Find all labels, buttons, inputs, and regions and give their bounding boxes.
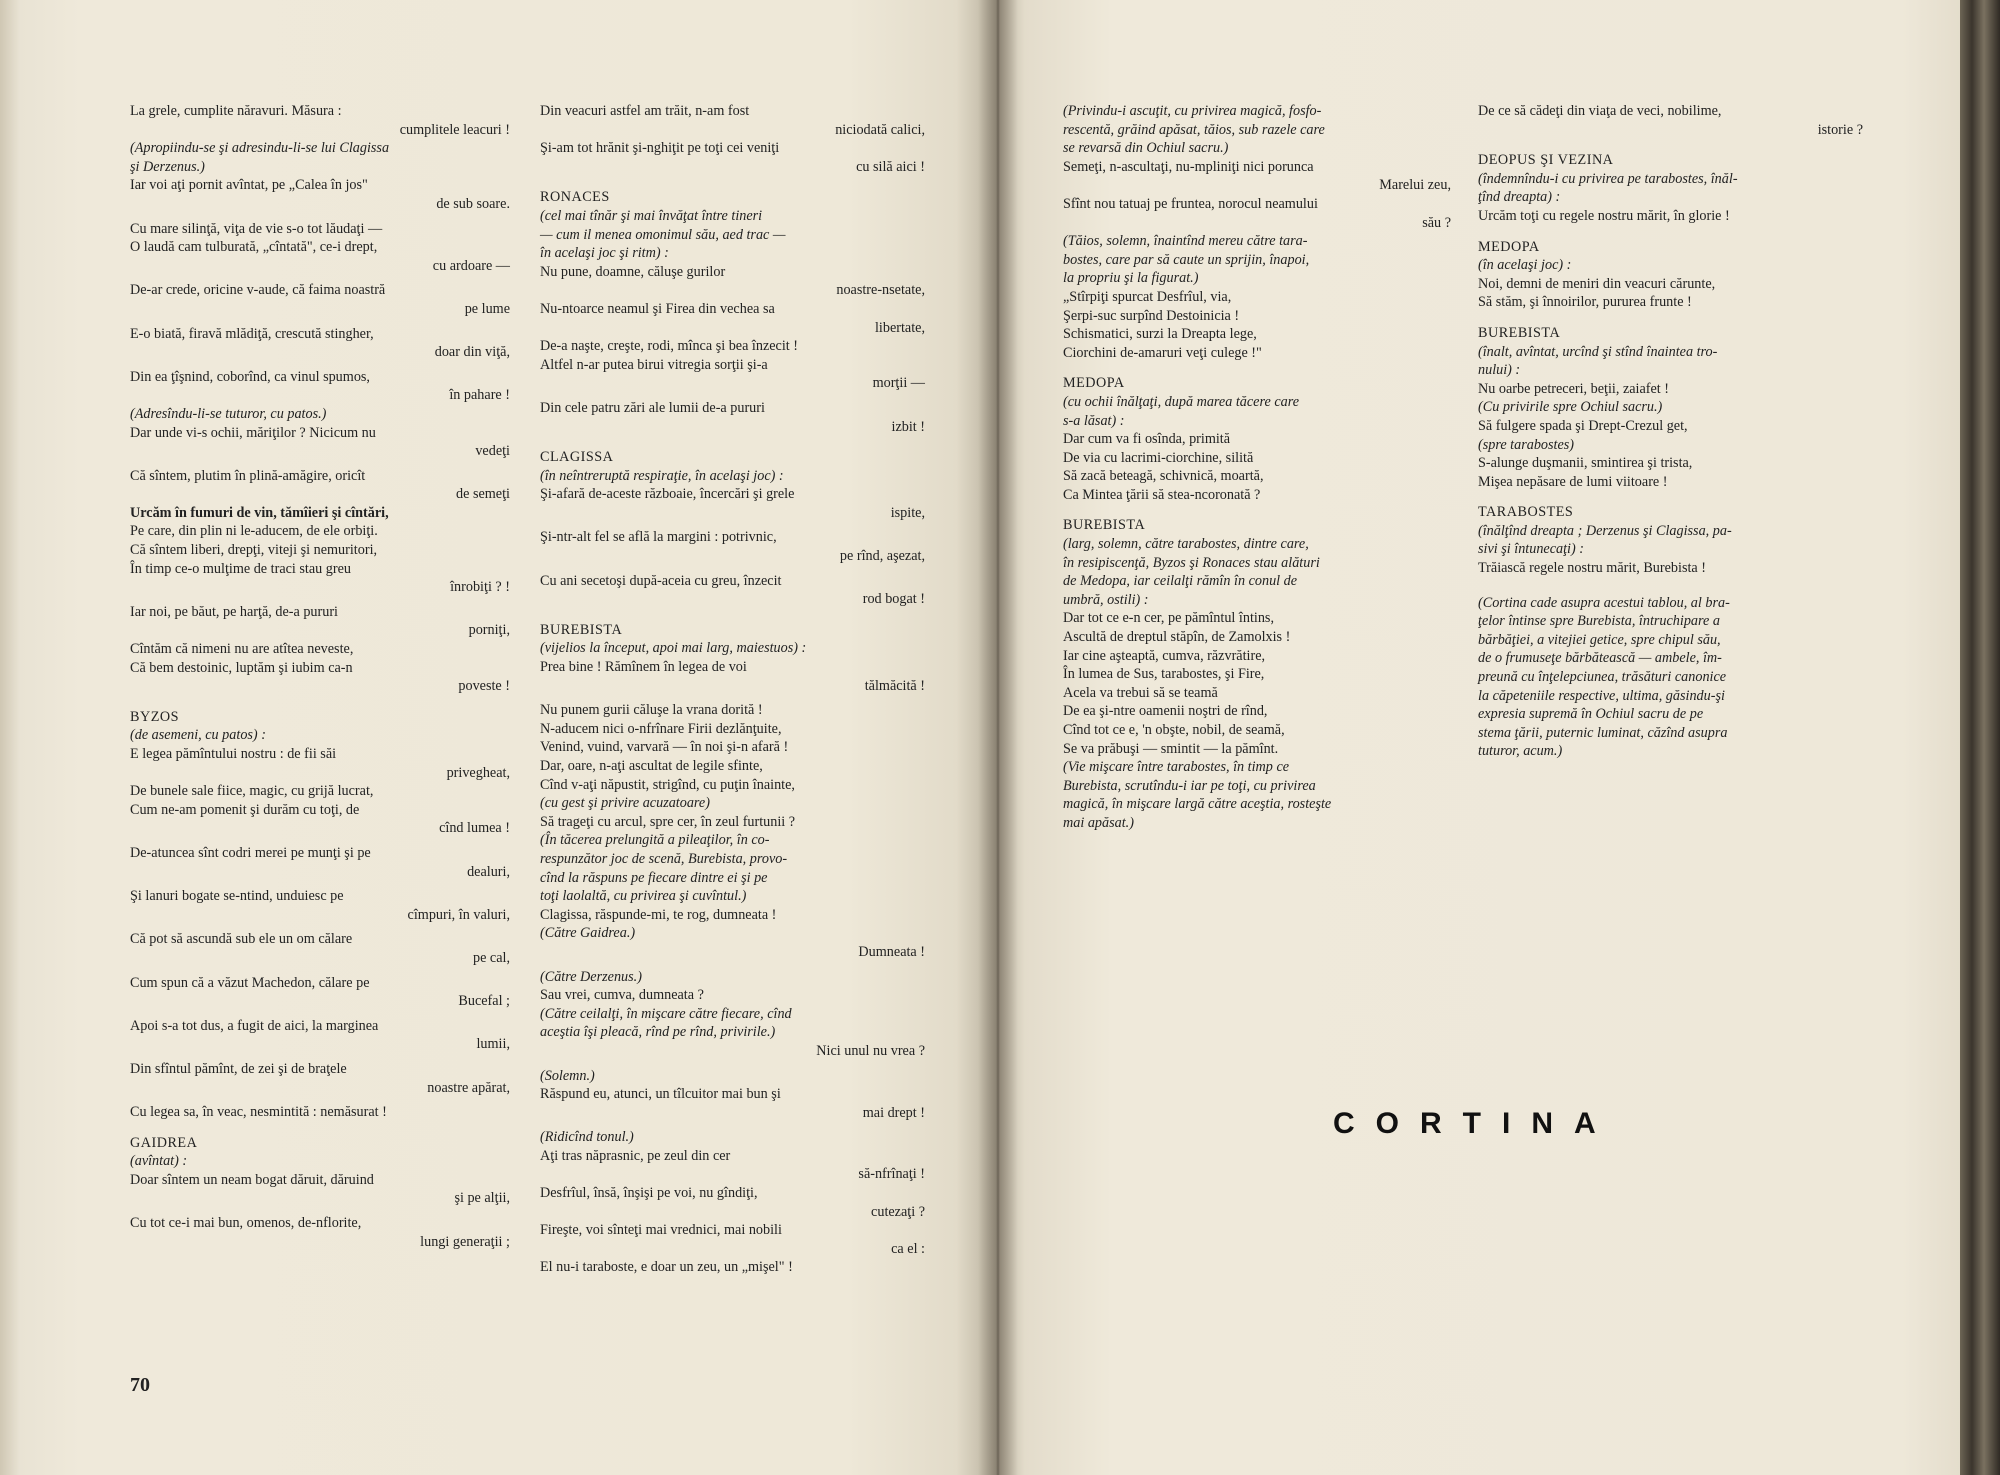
verse-line: Să trageţi cu arcul, spre cer, în zeul furtunii ? — [540, 813, 796, 830]
verse-line: Cu tot ce-i mai bun, omenos, de-nflorite, — [130, 1215, 362, 1232]
verse-line: Nu pune, doamne, căluşe gurilor — [540, 263, 726, 280]
stage-direction-line: (Tăios, solemn, înaintînd mereu către tara- — [1063, 233, 1308, 250]
stage-direction-line: mai apăsat.) — [1063, 814, 1134, 831]
stage-direction-line: (Către Derzenus.) — [540, 968, 642, 985]
stage-direction-line: (în neîntreruptă respiraţie, în acelaşi joc) : — [540, 467, 784, 484]
verse-line: De via cu lacrimi-ciorchine, silită — [1063, 449, 1254, 466]
verse-line: Marelui zeu, — [1379, 177, 1451, 194]
verse-line: Să stăm, şi înnoirilor, pururea frunte ! — [1478, 294, 1692, 311]
stage-direction-line: (de asemeni, cu patos) : — [130, 727, 266, 744]
verse-line: Schismatici, surzi la Dreapta lege, — [1063, 326, 1257, 343]
verse-line: Dar, oare, n-aţi ascultat de legile sfinte, — [540, 758, 763, 774]
verse-line: Pe care, din plin ni le-aducem, de ele orbiţi. — [130, 523, 378, 540]
stage-direction-line: (cel mai tînăr şi mai învăţat între tineri — [540, 207, 763, 224]
stage-direction-line: (Către Gaidrea.) — [540, 925, 636, 942]
verse-line: E-o biată, firavă mlădiţă, crescută stingher, — [130, 325, 374, 342]
verse-line: Că pot să ascundă sub ele un om călare — [130, 931, 353, 948]
stage-direction-line: se revarsă din Ochiul sacru.) — [1063, 140, 1229, 157]
stage-direction-line: tuturor, acum.) — [1478, 743, 1563, 760]
verse-line: niciodată calici, — [835, 121, 925, 138]
stage-direction-line: (în acelaşi joc) : — [1478, 257, 1572, 274]
verse-line: Clagissa, răspunde-mi, te rog, dumneata ! — [540, 906, 777, 923]
stage-direction-line: ţînd dreapta) : — [1478, 189, 1561, 206]
stage-direction-line: (spre tarabostes) — [1478, 436, 1575, 453]
stage-direction-line: în resipiscenţă, Byzos şi Ronaces stau alături — [1063, 554, 1320, 571]
verse-line: Ascultă de dreptul stăpîn, de Zamolxis ! — [1063, 629, 1291, 646]
speaker-name: RONACES — [540, 189, 610, 206]
verse-line: Cînd v-aţi năpustit, strigînd, cu puţin înainte, — [540, 776, 795, 793]
verse-line: pe rînd, aşezat, — [839, 548, 925, 565]
page-number: 70 — [130, 1374, 150, 1396]
verse-line: Semeţi, n-ascultaţi, nu-mpliniţi nici porunca — [1063, 158, 1314, 175]
verse-line: noastre-nsetate, — [836, 282, 925, 299]
verse-line: De ea şi-ntre oamenii noştri de rînd, — [1063, 703, 1268, 720]
cortina-heading: CORTINA — [1333, 1107, 1617, 1140]
verse-line: Cu legea sa, în veac, nesmintită : nemăsurat ! — [130, 1104, 387, 1121]
verse-line: porniţi, — [468, 622, 510, 639]
verse-line: Şerpi-suc surpînd Destoinicia ! — [1063, 307, 1240, 324]
speaker-name: BUREBISTA — [1478, 324, 1561, 341]
verse-line: Fireşte, voi sînteţi mai vrednici, mai nobili — [540, 1222, 782, 1239]
stage-direction-line: în acelaşi joc şi ritm) : — [540, 245, 669, 262]
left-column-1 — [130, 102, 510, 1251]
verse-line: Dar unde vi-s ochii, măriţilor ? Nicicum nu — [130, 424, 376, 441]
verse-line: ca el : — [891, 1240, 925, 1257]
verse-line: mai drept ! — [862, 1104, 925, 1121]
verse-line: lungi generaţii ; — [420, 1233, 510, 1250]
verse-line: De ce să cădeţi din viaţa de veci, nobilime, — [1478, 103, 1722, 119]
verse-line: doar din viţă, — [434, 344, 510, 361]
stage-direction-line: cînd la răspuns pe fiecare dintre ei şi pe — [540, 869, 768, 886]
verse-line: N-aducem nici o-nfrînare Firii dezlănţuite, — [540, 720, 782, 737]
stage-direction-line: şi Derzenus.) — [130, 158, 205, 175]
verse-line: O laudă cam tulburată, „cîntată", ce-i drept, — [130, 239, 378, 256]
verse-line: pe lume — [464, 300, 510, 317]
verse-line: Acela va trebui să se teamă — [1063, 684, 1218, 701]
verse-line: Nu punem gurii căluşe la vrana dorită ! — [540, 702, 763, 719]
verse-line: cînd lumea ! — [439, 820, 510, 837]
speaker-name: MEDOPA — [1063, 375, 1125, 392]
verse-line: Trăiască regele nostru mărit, Burebista ! — [1478, 560, 1706, 577]
verse-line: cutezaţi ? — [871, 1203, 925, 1220]
verse-line: Se va prăbuşi — smintit — la pămînt. — [1063, 740, 1279, 757]
verse-line: Sau vrei, cumva, dumneata ? — [540, 987, 704, 1004]
verse-line: Nici unul nu vrea ? — [816, 1042, 925, 1059]
verse-line: De-atuncea sînt codri merei pe munţi şi pe — [130, 844, 371, 861]
stage-direction-line: bărbăţiei, a vitejiei getice, spre chipul său, — [1478, 631, 1721, 648]
verse-line: E legea pămîntului nostru : de fii săi — [130, 746, 337, 762]
verse-line: El nu-i taraboste, e doar un zeu, un „mişel" ! — [540, 1259, 793, 1276]
verse-line: Mişea nepăsare de lumi viitoare ! — [1478, 473, 1668, 490]
verse-line: Aţi tras năprasnic, pe zeul din cer — [540, 1147, 731, 1164]
verse-line: Să zacă beteagă, schivnică, moartă, — [1063, 468, 1264, 485]
stage-direction-line: de o frumuseţe bărbătească — ambele, îm- — [1478, 650, 1722, 667]
verse-line: cu ardoare — — [432, 257, 510, 274]
verse-line: Dar tot ce e-n cer, pe pămîntul întins, — [1063, 610, 1274, 627]
verse-line: Că sîntem liberi, drepţi, viteji şi nemuritori, — [130, 542, 378, 559]
stage-direction-line: (Ridicînd tonul.) — [540, 1129, 634, 1146]
verse-line: Şi-ntr-alt fel se află la margini : potrivnic, — [540, 529, 777, 546]
stage-direction-line: (cu gest şi privire acuzatoare) — [540, 795, 710, 812]
verse-line: Din sfîntul pămînt, de zei şi de braţele — [130, 1060, 347, 1077]
verse-line: La grele, cumplite năravuri. Măsura : — [130, 103, 342, 119]
verse-line: Şi-afară de-aceste războaie, încercări şi grele — [540, 486, 795, 503]
verse-line: libertate, — [874, 319, 925, 336]
verse-line: izbit ! — [891, 418, 925, 435]
stage-direction-line: de Medopa, iar ceilalţi rămîn în conul de — [1063, 573, 1298, 590]
verse-line: de sub soare. — [436, 195, 510, 212]
stage-direction-line: aceştia îşi pleacă, rînd pe rînd, privirile.) — [540, 1024, 776, 1041]
stage-direction-line: (vijelios la început, apoi mai larg, maiestuos) : — [540, 640, 807, 657]
verse-line: Venind, vuind, varvară — în noi şi-n afară ! — [540, 739, 789, 756]
verse-line: Doar sîntem un neam bogat dăruit, dăruind — [130, 1171, 374, 1188]
page-edge — [1960, 0, 2000, 1475]
verse-line: Altfel n-ar putea birui vitregia sorţii şi-a — [540, 356, 768, 373]
verse-line: Iar noi, pe băut, pe harţă, de-a pururi — [130, 603, 338, 620]
verse-line: Prea bine ! Rămînem în legea de voi — [540, 659, 747, 676]
verse-line: Răspund eu, atunci, un tîlcuitor mai bun şi — [540, 1086, 781, 1103]
right-column-1 — [1063, 102, 1451, 833]
stage-direction-line: bostes, care par să caute un sprijin, înapoi, — [1063, 251, 1310, 268]
verse-line: Urcăm în fumuri de vin, tămîieri şi cîntări, — [130, 504, 389, 521]
stage-direction-line: (Solemn.) — [540, 1067, 595, 1084]
verse-line: În timp ce-o mulţime de traci stau greu — [130, 560, 352, 577]
verse-line: în pahare ! — [449, 387, 510, 404]
verse-line: Sfînt nou tatuaj pe fruntea, norocul neamului — [1063, 195, 1318, 212]
stage-direction-line: (Privindu-i ascuţit, cu privirea magică, fosfo- — [1063, 103, 1322, 119]
stage-direction-line: sivi şi întunecaţi) : — [1478, 541, 1584, 558]
verse-line: şi pe alţii, — [454, 1190, 510, 1207]
verse-line: Dar cum va fi osînda, primită — [1063, 431, 1231, 448]
stage-direction-line: preună cu înţelepciunea, trăsături canonice — [1478, 669, 1727, 686]
verse-line: Ca Mintea ţării să stea-ncoronată ? — [1063, 486, 1261, 503]
stage-direction-line: (înalt, avîntat, urcînd şi stînd înaintea tro- — [1478, 343, 1718, 360]
stage-direction-line: rescentă, grăind apăsat, tăios, sub razele care — [1063, 121, 1325, 138]
speaker-name: TARABOSTES — [1478, 504, 1574, 521]
verse-line: înrobiţi ? ! — [450, 579, 510, 596]
stage-direction-line: nului) : — [1478, 362, 1521, 379]
verse-line: noastre apărat, — [427, 1079, 510, 1096]
verse-line: ispite, — [890, 504, 925, 521]
speaker-name: BYZOS — [130, 708, 180, 725]
verse-line: Desfrîul, însă, înşişi pe voi, nu gîndiţi, — [540, 1185, 758, 1202]
book-gutter — [978, 0, 1018, 1475]
verse-line: Din ea ţîşnind, coborînd, ca vinul spumos, — [130, 368, 370, 385]
verse-line: S-alunge duşmanii, smintirea şi trista, — [1478, 455, 1693, 472]
verse-line: lumii, — [476, 1036, 510, 1053]
stage-direction-line: stema ţării, puternic luminat, căzînd asupra — [1478, 724, 1728, 741]
verse-line: Ciorchini de-amaruri veţi culege !" — [1063, 344, 1262, 361]
verse-line: istorie ? — [1817, 121, 1863, 138]
stage-direction-line: s-a lăsat) : — [1063, 412, 1125, 429]
verse-line: vedeţi — [475, 443, 510, 460]
verse-line: Cu mare silinţă, viţa de vie s-o tot lăudaţi — — [130, 220, 383, 237]
stage-direction-line: toţi laolaltă, cu privirea şi cuvîntul.) — [540, 888, 747, 905]
speaker-name: DEOPUS ŞI VEZINA — [1478, 152, 1614, 169]
verse-line: morţii — — [872, 375, 925, 392]
verse-line: privegheat, — [446, 764, 510, 781]
speaker-name: GAIDREA — [130, 1134, 198, 1151]
stage-direction-line: la propriu şi la figurat.) — [1063, 270, 1199, 287]
verse-line: Nu-ntoarce neamul şi Firea din vechea sa — [540, 300, 775, 317]
verse-line: Cum ne-am pomenit şi durăm cu toţi, de — [130, 801, 360, 818]
stage-direction-line: (Apropiindu-se şi adresindu-li-se lui Clagissa — [130, 140, 390, 157]
verse-line — [1478, 578, 1863, 588]
stage-direction-line: expresia supremă în Ochiul sacru de pe — [1478, 706, 1704, 723]
stage-direction-line: (îndemnîndu-i cu privirea pe tarabostes, înăl- — [1478, 170, 1738, 187]
verse-line: Iar cine aşteaptă, cumva, răzvrătire, — [1063, 647, 1266, 664]
verse-line: dealuri, — [467, 863, 510, 880]
verse-line: Urcăm toţi cu regele nostru mărit, în glorie ! — [1478, 207, 1730, 224]
stage-direction-line: respunzător joc de scenă, Burebista, provo- — [540, 850, 788, 867]
left-column-2 — [540, 102, 925, 1277]
verse-line: Şi-am tot hrănit şi-nghiţit pe toţi cei veniţi — [540, 140, 780, 157]
speaker-name: BUREBISTA — [1063, 517, 1146, 534]
stage-direction-line: (În tăcerea prelungită a pileaţilor, în co- — [540, 832, 770, 849]
verse-line: Cînd tot ce e, 'n obşte, nobil, de seamă, — [1063, 722, 1285, 738]
stage-direction-line: (înălţînd dreapta ; Derzenus şi Clagissa, pa- — [1478, 522, 1732, 539]
verse-line: pe cal, — [472, 949, 510, 966]
verse-line: cu silă aici ! — [856, 158, 925, 175]
verse-line: Cum spun că a văzut Machedon, călare pe — [130, 974, 370, 991]
verse-line: „Stîrpiţi spurcat Desfrîul, via, — [1063, 288, 1232, 305]
verse-line: Cîntăm că nimeni nu are atîtea neveste, — [130, 641, 354, 658]
verse-line: De bunele sale fiice, magic, cu grijă lucrat, — [130, 783, 374, 800]
verse-line: Cu ani secetoşi după-aceia cu greu, înzecit — [540, 572, 782, 589]
stage-direction-line: (Vie mişcare între tarabostes, în timp ce — [1063, 759, 1290, 776]
stage-direction-line: (Cu privirile spre Ochiul sacru.) — [1478, 399, 1663, 416]
stage-direction-line: (Către ceilalţi, în mişcare către fiecare, cînd — [540, 1005, 792, 1022]
verse-line: Şi lanuri bogate se-ntind, unduiesc pe — [130, 888, 344, 905]
verse-line: să-nfrînaţi ! — [858, 1166, 925, 1183]
verse-line: cîmpuri, în valuri, — [407, 906, 510, 923]
verse-line: Bucefal ; — [458, 993, 510, 1010]
verse-line: Noi, demni de meniri din veacuri cărunte, — [1478, 275, 1716, 292]
verse-line: Nu oarbe petreceri, beţii, zaiafet ! — [1478, 380, 1670, 397]
stage-direction-line: umbră, ostili) : — [1063, 591, 1149, 608]
verse-line: Apoi s-a tot dus, a fugit de aici, la marginea — [130, 1017, 379, 1034]
verse-line: De-a naşte, creşte, rodi, mînca şi bea înzecit ! — [540, 338, 799, 355]
verse-line: poveste ! — [458, 678, 510, 695]
verse-line: În lumea de Sus, tarabostes, şi Fire, — [1063, 666, 1265, 683]
verse-line: Să fulgere spada şi Drept-Crezul get, — [1478, 417, 1688, 434]
stage-direction-line: — cum il menea omonimul său, aed trac — — [540, 226, 786, 243]
stage-direction-line: la căpeteniile respective, ultima, găsindu-şi — [1478, 687, 1725, 704]
stage-direction-line: (avîntat) : — [130, 1153, 188, 1170]
verse-line: Din cele patru zări ale lumii de-a pururi — [540, 399, 765, 416]
verse-line: său ? — [1422, 214, 1451, 231]
verse-line: cumplitele leacuri ! — [399, 121, 510, 138]
stage-direction-line: magică, în mişcare largă către aceştia, rosteşte — [1063, 796, 1332, 813]
stage-direction-line: ţelor întinse spre Burebista, întruchipare a — [1478, 613, 1720, 630]
stage-direction-line: (Adresîndu-li-se tuturor, cu patos.) — [130, 405, 327, 422]
verse-line: Că sîntem, plutim în plină-amăgire, oricît — [130, 467, 366, 484]
right-column-2 — [1478, 102, 1863, 761]
stage-direction-line: (cu ochii înălţaţi, după marea tăcere care — [1063, 393, 1300, 410]
stage-direction-line: (Cortina cade asupra acestui tablou, al bra- — [1478, 594, 1730, 611]
stage-direction-line: (larg, solemn, către tarabostes, dintre care, — [1063, 536, 1309, 553]
speaker-name: CLAGISSA — [540, 449, 614, 466]
verse-line: tălmăcită ! — [864, 677, 925, 694]
verse-line: Din veacuri astfel am trăit, n-am fost — [540, 103, 750, 119]
verse-line: de semeţi — [456, 486, 510, 503]
speaker-name: MEDOPA — [1478, 238, 1540, 255]
verse-line: Că bem destoinic, luptăm şi iubim ca-n — [130, 659, 353, 676]
stage-direction-line: Burebista, scrutîndu-i iar pe toţi, cu privirea — [1063, 777, 1316, 794]
speaker-name: BUREBISTA — [540, 621, 623, 638]
verse-line: De-ar crede, oricine v-aude, că faima noastră — [130, 282, 386, 299]
verse-line: Dumneata ! — [858, 943, 925, 960]
verse-line: rod bogat ! — [862, 591, 925, 608]
verse-line: Iar voi aţi pornit avîntat, pe „Calea în jos" — [130, 177, 368, 194]
